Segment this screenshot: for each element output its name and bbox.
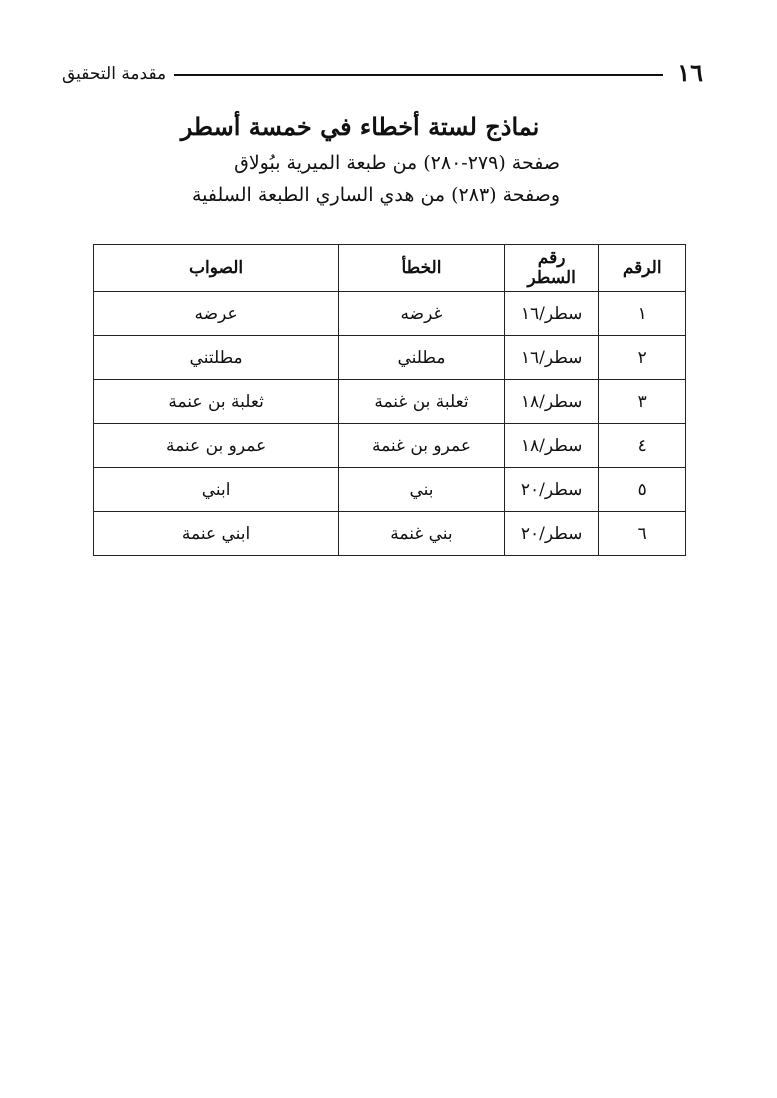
table-row — [94, 468, 686, 512]
errata-table — [93, 244, 686, 556]
row-error: بني غنمة — [339, 512, 505, 556]
header-correction: الصواب — [94, 245, 339, 292]
table-row — [94, 380, 686, 424]
row-number: ٥ — [599, 468, 686, 512]
row-correction: عرضه — [94, 292, 339, 336]
page-number: ١٦ — [677, 58, 703, 87]
section-title: نماذج لستة أخطاء في خمسة أسطر — [180, 112, 540, 141]
row-number: ١ — [599, 292, 686, 336]
source-line-2: وصفحة (٢٨٣) من هدي الساري الطبعة السلفية — [191, 184, 560, 206]
row-error: ثعلبة بن غنمة — [339, 380, 505, 424]
table-row — [94, 292, 686, 336]
table-header-row — [94, 245, 686, 292]
row-line: سطر/٢٠ — [504, 468, 599, 512]
row-line: سطر/١٨ — [504, 380, 599, 424]
page-header — [62, 58, 703, 94]
row-line: سطر/١٦ — [504, 336, 599, 380]
row-number: ٣ — [599, 380, 686, 424]
row-line: سطر/١٦ — [504, 292, 599, 336]
row-correction: ثعلبة بن عنمة — [94, 380, 339, 424]
row-correction: عمرو بن عنمة — [94, 424, 339, 468]
source-line-1: صفحة (٢٧٩-٢٨٠) من طبعة الميرية ببُولاق — [234, 152, 560, 174]
row-correction: مطلتني — [94, 336, 339, 380]
row-correction: ابني — [94, 468, 339, 512]
header-rule — [174, 74, 663, 76]
row-line: سطر/١٨ — [504, 424, 599, 468]
header-line-number: رقم السطر — [504, 245, 599, 292]
row-error: بني — [339, 468, 505, 512]
header-error: الخطأ — [339, 245, 505, 292]
row-number: ٢ — [599, 336, 686, 380]
table-row — [94, 424, 686, 468]
row-line: سطر/٢٠ — [504, 512, 599, 556]
row-error: مطلني — [339, 336, 505, 380]
row-correction: ابني عنمة — [94, 512, 339, 556]
running-title: مقدمة التحقيق — [62, 64, 167, 84]
row-number: ٤ — [599, 424, 686, 468]
row-error: عمرو بن غنمة — [339, 424, 505, 468]
table-row — [94, 512, 686, 556]
table-row — [94, 336, 686, 380]
header-number: الرقم — [599, 245, 686, 292]
row-number: ٦ — [599, 512, 686, 556]
row-error: غرضه — [339, 292, 505, 336]
